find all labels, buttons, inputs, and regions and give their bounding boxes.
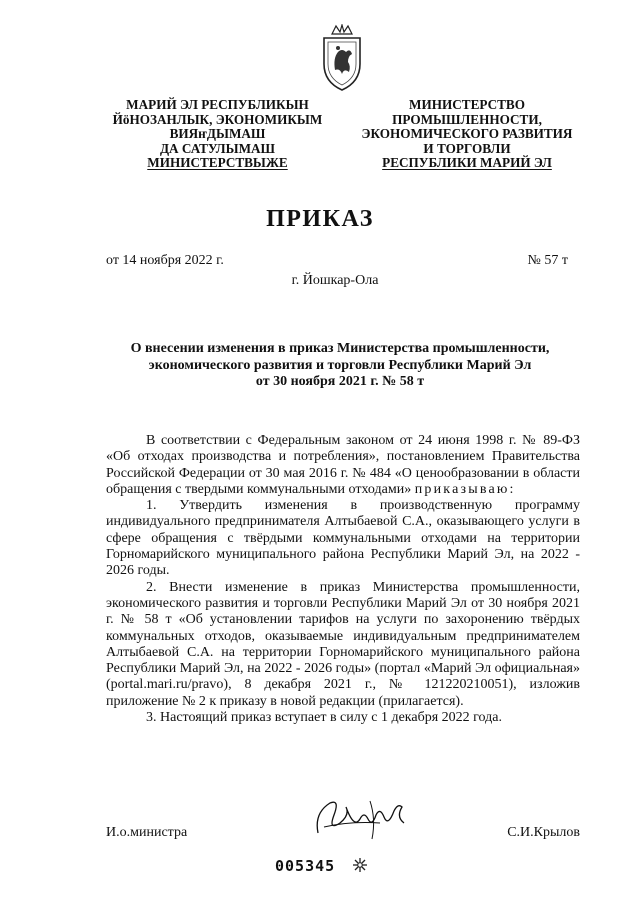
header-russian-name <box>352 98 582 171</box>
intro-text: В соответствии с Федеральным законом от 24 июня 1998 г. № 89-ФЗ «Об отходах производства и потребления», постановлением Правительства Российской Федерации от 30 мая 2016 г. № 484 «О ценообразовании в области обращения с твердыми коммунальными отходами» <box>106 433 580 497</box>
order-date: от 14 ноября 2022 г. <box>106 253 224 268</box>
order-number: № 57 т <box>527 253 568 268</box>
handwritten-signature <box>310 793 410 845</box>
header-right-line: ПРОМЫШЛЕННОСТИ, <box>392 111 542 127</box>
header-right-line: РЕСПУБЛИКИ МАРИЙ ЭЛ <box>382 155 552 171</box>
subject-line: от 30 ноября 2021 г. № 58 т <box>255 374 425 390</box>
header-left-line: ДА САТУЛЫМАШ <box>159 140 276 156</box>
header-right-line: ЭКОНОМИЧЕСКОГО РАЗВИТИЯ <box>361 126 573 142</box>
header-right-line: МИНИСТЕРСТВО <box>409 97 525 112</box>
order-city: г. Йошкар-Ола <box>291 273 379 288</box>
coat-of-arms-icon <box>318 24 366 92</box>
subject-line: О внесении изменения в приказ Министерства промышленности, <box>130 341 550 356</box>
order-body <box>106 433 580 726</box>
orders-word: приказываю: <box>414 481 516 497</box>
signer-role: И.о.министра <box>106 825 188 840</box>
header-mari-name <box>95 98 340 171</box>
header-left-line: ВИЯҥДЫМАШ <box>169 126 266 142</box>
header-left-line: МИНИСТЕРСТВЫЖЕ <box>147 155 288 171</box>
body-item-3: 3. Настоящий приказ вступает в силу с 1 декабря 2022 года. <box>146 710 502 726</box>
star-mark-icon <box>352 857 368 873</box>
header-left-line: МАРИЙ ЭЛ РЕСПУБЛИКЫН <box>126 97 309 112</box>
header-left-line: ЙӧНОЗАНЛЫК, ЭКОНОМИКЫМ <box>112 111 323 127</box>
signer-name: С.И.Крылов <box>507 825 580 840</box>
subject-line: экономического развития и торговли Республики Марий Эл <box>148 357 532 373</box>
document-title: ПРИКАЗ <box>266 206 374 232</box>
header-right-line: И ТОРГОВЛИ <box>423 140 511 156</box>
serial-number: 005345 <box>275 857 336 875</box>
body-item-1: 1. Утвердить изменения в производственную программу индивидуального предпринимателя Алтыбаевой С.А., оказывающего услуги в сфере обращения с твёрдыми коммунальными отходами на территории Горномарийского муниципального района Республики Марий Эл, на 2022 - 2026 годы. <box>106 498 580 579</box>
body-item-2: 2. Внести изменение в приказ Министерства промышленности, экономического развития и торговли Республики Марий Эл от 30 ноября 2021 г. № 58 т «Об установлении тарифов на услуги по захоронению твёрдых коммунальных отходов, оказываемые индивидуальным предпринимателем Алтыбаевой С.А. на территории Горномарийского муниципального района Республики Марий Эл, на 2022 - 2026 годы» (портал «Марий Эл официальная» (portal.mari.ru/pravo), 8 декабря 2021 г., № 121220210051), изложив приложение № 2 к приказу в новой редакции (прилагается). <box>106 579 580 709</box>
order-subject <box>106 341 574 391</box>
body-intro <box>106 433 580 498</box>
